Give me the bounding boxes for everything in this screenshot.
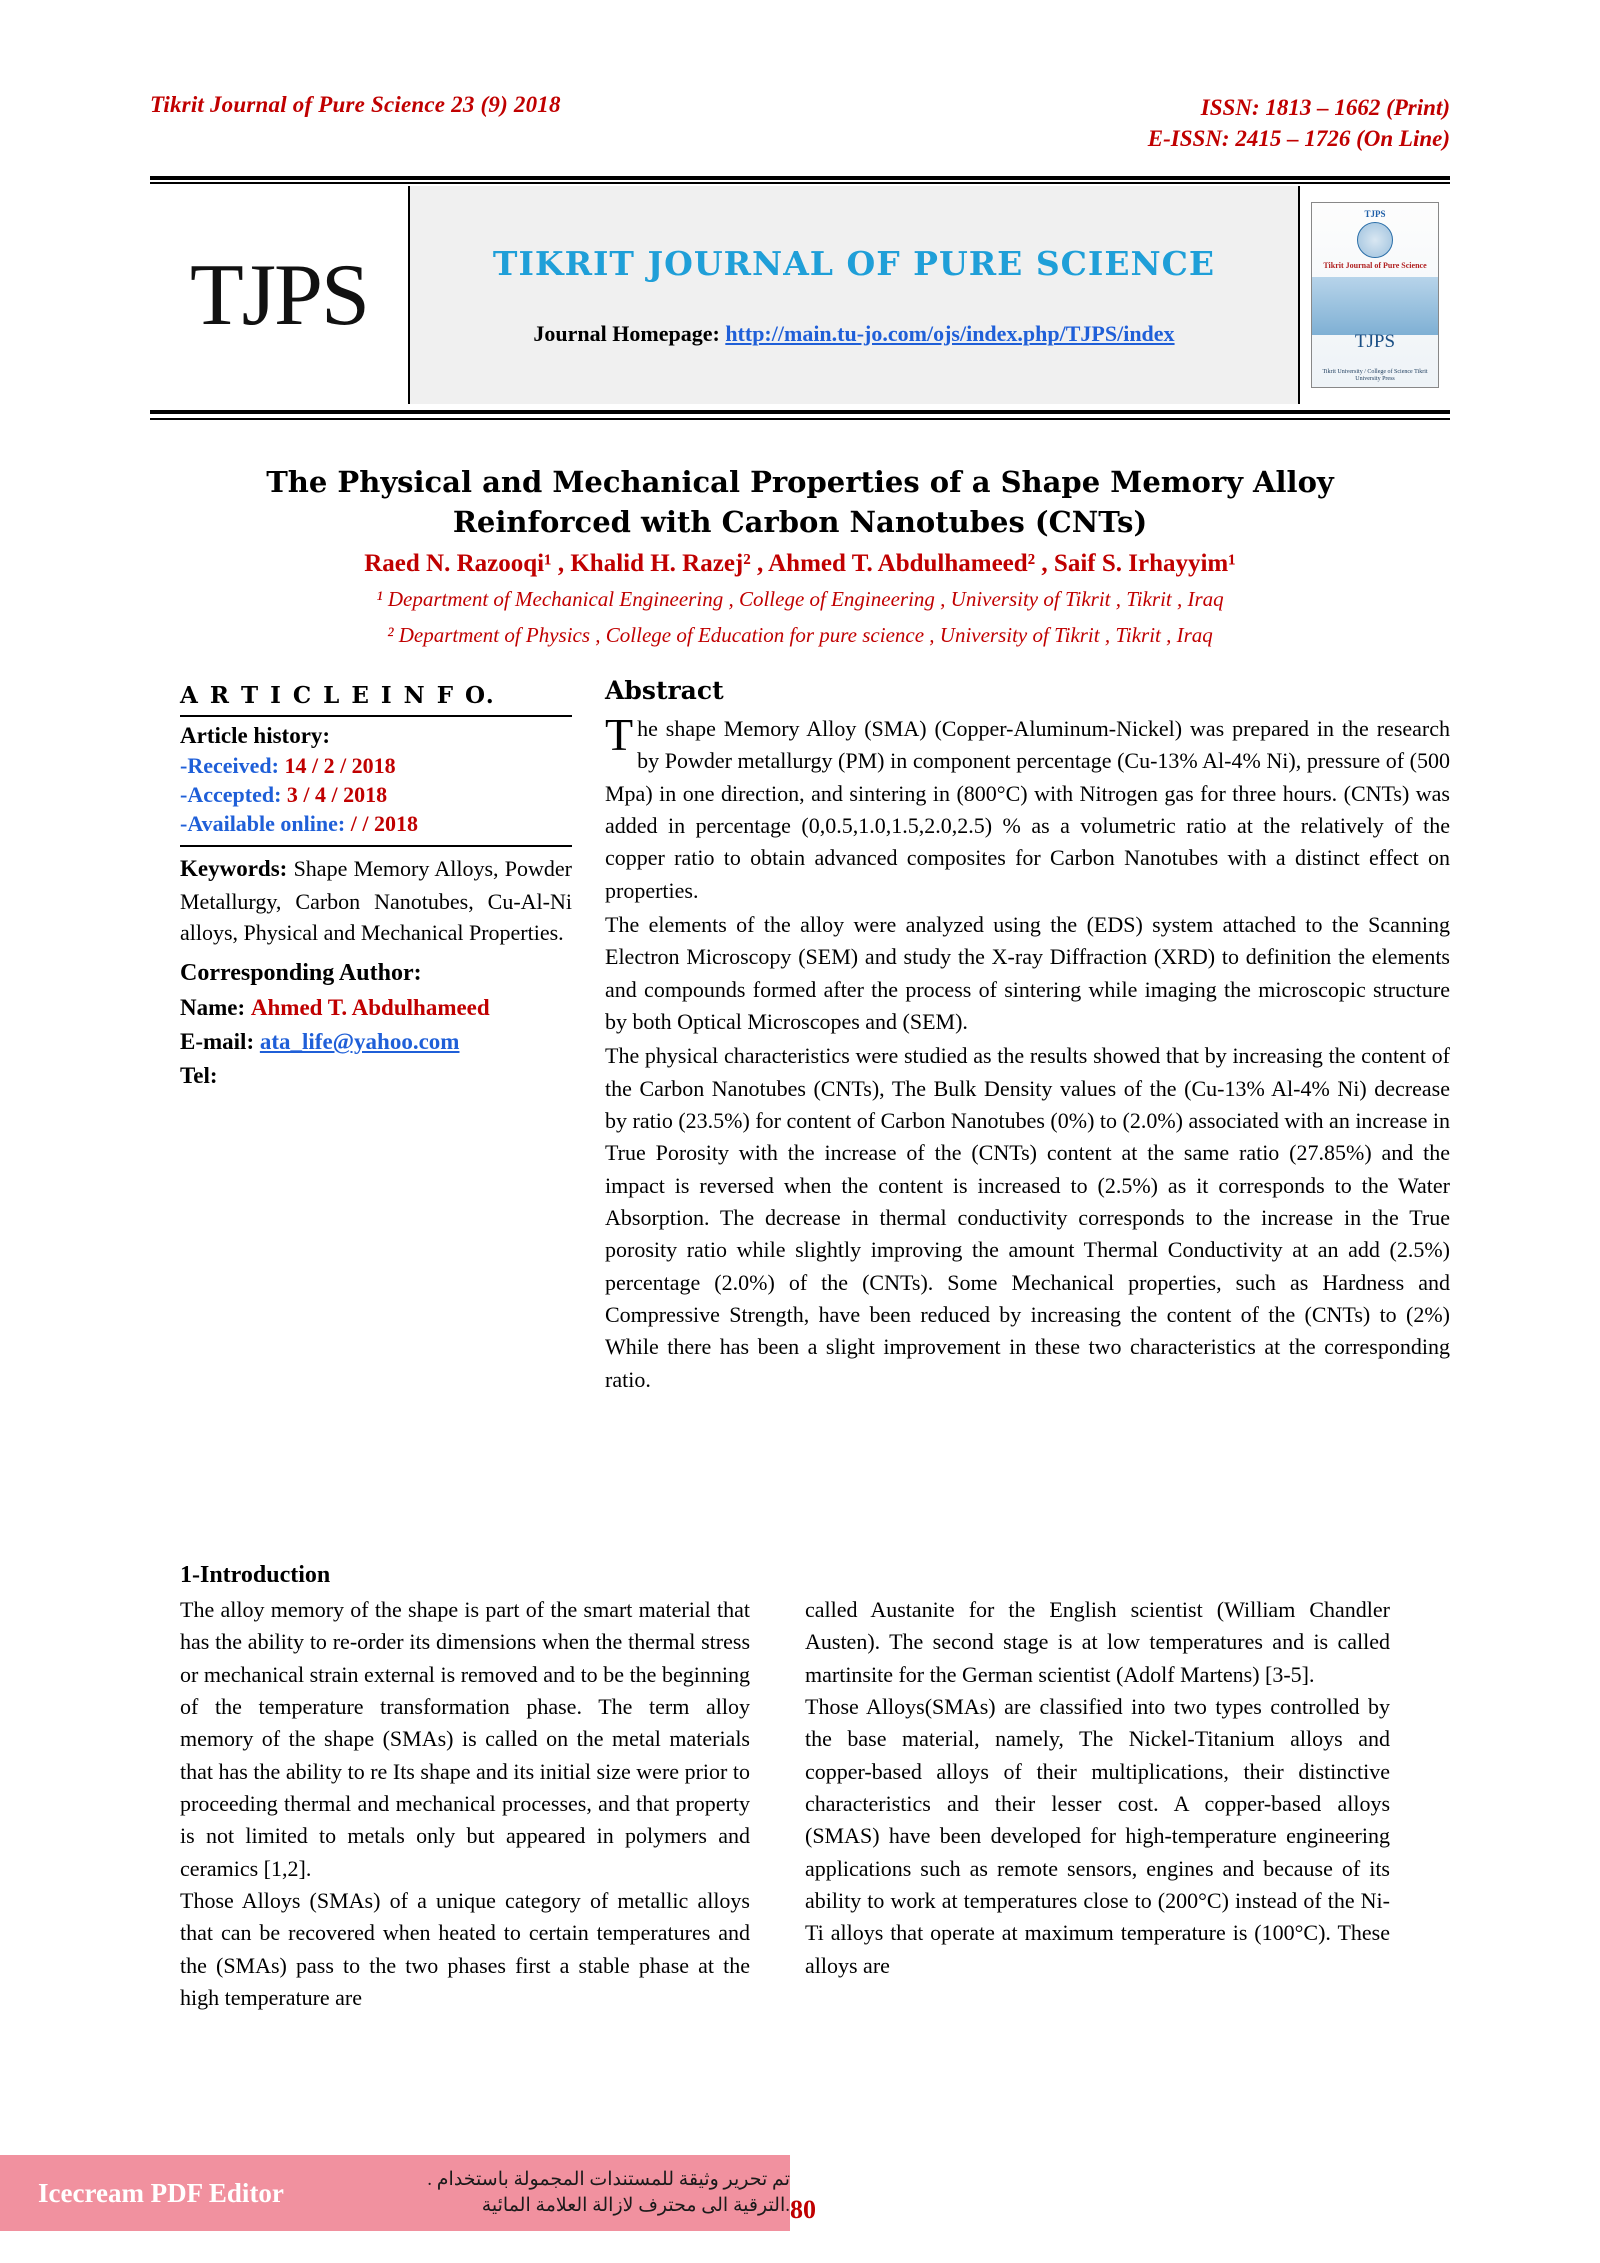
- cover-image-band: [1312, 277, 1438, 335]
- journal-homepage: [533, 321, 1174, 347]
- masthead-cover-cell: [1298, 186, 1450, 404]
- cover-top-label: TJPS: [1364, 209, 1386, 219]
- icecream-brand-label: Icecream PDF Editor: [38, 2177, 284, 2208]
- issn-block: [1148, 92, 1450, 154]
- intro-left-paragraph-1: The alloy memory of the shape is part of the smart material that has the ability to re-order its dimensions when the thermal stress or mechanical strain external is removed and to be the beginning of the temperature transformation phase. The term alloy memory of the shape (SMAs) is called on the metal materials that has the ability to re Its shape and its initial size were prior to proceeding thermal and mechanical processes, and that property is not limited to metals only but appeared in polymers and ceramics [1,2].: [180, 1597, 750, 1881]
- masthead-divider-thin: [150, 418, 1450, 420]
- abstract-paragraph-3: The physical characteristics were studied as the results showed that by increasing the content of the Carbon Nanotubes (CNTs), The Bulk Density values of the (Cu-13% Al-4% Ni) decrease by ratio (23.5%) for content of Carbon Nanotubes (0%) to (2.0%) associated with an increase in True Porosity with the increase of the (CNTs) content at the same ratio (27.85%) and the impact is reversed when the content is increased to (2.5%) as it corresponds to the Water Absorption. The decrease in thermal conductivity corresponds to the increase in the True porosity ratio while slightly improving the amount Thermal Conductivity at an add (2.5%) percentage (2.0%) of the (CNTs). Some Mechanical properties, such as Hardness and Compressive Strength, have been reduced by increasing the content of the (CNTs) to (2%) While there has been a slight improvement in these two characteristics at the corresponding ratio.: [605, 1043, 1450, 1392]
- page-number: 80: [790, 2195, 816, 2224]
- affiliation-2: ² Department of Physics , College of Education for pure science , University of Tikrit , Tikrit , Iraq: [387, 623, 1213, 648]
- watermark-arabic-note: [284, 2167, 790, 2218]
- journal-reference: Tikrit Journal of Pure Science 23 (9) 2018: [150, 92, 561, 117]
- keywords-text: Shape Memory Alloys, Powder Metallurgy, Carbon Nanotubes, Cu-Al-Ni alloys, Physical and Mechanical Properties.: [180, 856, 572, 945]
- corresponding-author-heading: Corresponding Author:: [180, 960, 422, 987]
- paper-title-line2: Reinforced with Carbon Nanotubes (CNTs): [452, 505, 1148, 540]
- introduction-column-right: [805, 1594, 1390, 1982]
- issn-online: E-ISSN: 2415 – 1726 (On Line): [1147, 126, 1450, 152]
- abstract-heading: Abstract: [605, 676, 724, 705]
- intro-left-paragraph-2: Those Alloys (SMAs) of a unique category of metallic alloys that can be recovered when heated to certain temperatures and the (SMAs) pass to the two phases first a stable phase at the high temperature are: [180, 1887, 750, 2010]
- masthead-divider: [150, 410, 1450, 414]
- abstract-paragraph-2: The elements of the alloy were analyzed using the (EDS) system attached to the Scanning Electron Microscopy (SEM) and study the X-ray Diffraction (XRD) to definition the elements and compounds formed after the process of sintering while imaging the microscopic structure by both Optical Microscopes and (SEM).: [605, 911, 1450, 1034]
- paper-title-line1: The Physical and Mechanical Properties of a Shape Memory Alloy: [266, 465, 1334, 499]
- cover-footer: Tikrit University / College of Science Tikrit University Press: [1322, 368, 1428, 382]
- abstract-paragraph-1: The shape Memory Alloy (SMA) (Copper-Aluminum-Nickel) was prepared in the research by Powder metallurgy (PM) in component percentage (Cu-13% Al-4% Ni), pressure of (500 Mpa) in one direction, and sintering in (800°C) with Nitrogen gas for three hours. (CNTs) was added in percentage (0,0.5,1.0,1.5,2.0,2.5) % as a volumetric ratio at the relatively of the copper ratio to obtain advanced composites for Carbon Nanotubes with a distinct effect on properties.: [605, 709, 1450, 903]
- keywords-block: [180, 853, 572, 948]
- article-info-panel: [180, 682, 572, 1089]
- received-value: 14 / 2 / 2018: [284, 753, 396, 778]
- header-divider-top-thin: [150, 182, 1450, 184]
- history-received: [180, 753, 572, 779]
- issn-print: ISSN: 1813 – 1662 (Print): [1200, 95, 1450, 120]
- keywords-rule: [180, 845, 572, 847]
- article-info-rule: [180, 715, 572, 717]
- cover-logo: TJPS: [1354, 331, 1396, 352]
- name-label: Name:: [180, 995, 246, 1021]
- tel-label: Tel:: [180, 1063, 218, 1089]
- tjps-logo: TJPS: [190, 246, 368, 344]
- introduction-heading: 1-Introduction: [180, 1562, 331, 1588]
- history-accepted: [180, 782, 572, 808]
- article-info-heading: A R T I C L E I N F O.: [180, 682, 496, 709]
- homepage-label: Journal Homepage:: [533, 320, 720, 346]
- available-label: -Available online:: [180, 811, 346, 836]
- corresponding-email[interactable]: ata_life@yahoo.com: [259, 1029, 460, 1055]
- cover-title: Tikrit Journal of Pure Science: [1323, 261, 1427, 270]
- corresponding-name-line: [180, 995, 572, 1021]
- corresponding-tel-line: [180, 1063, 572, 1089]
- intro-right-paragraph-1: called Austanite for the English scientist (William Chandler Austen). The second stage is at low temperatures and is called martinsite for the German scientist (Adolf Martens) [3-5].: [805, 1597, 1390, 1687]
- masthead-logo-cell: [150, 186, 410, 404]
- available-value: / / 2018: [350, 811, 418, 836]
- homepage-link[interactable]: http://main.tu-jo.com/ojs/index.php/TJPS/index: [725, 320, 1175, 346]
- masthead-center: [410, 186, 1298, 404]
- introduction-column-left: [180, 1594, 750, 2014]
- watermark-pink-panel: [0, 2155, 790, 2231]
- header-divider-top: [150, 176, 1450, 180]
- article-title-block: [150, 462, 1450, 651]
- corresponding-email-line: [180, 1029, 572, 1055]
- page-header: [150, 92, 1450, 154]
- accepted-value: 3 / 4 / 2018: [286, 782, 388, 807]
- article-history-heading: Article history:: [180, 723, 331, 748]
- affiliation-1: ¹ Department of Mechanical Engineering , College of Engineering , University of Tikrit , Tikrit , Iraq: [376, 587, 1224, 612]
- journal-cover-thumbnail: [1311, 202, 1439, 388]
- intro-right-paragraph-2: Those Alloys(SMAs) are classified into two types controlled by the base material, namely, The Nickel-Titanium alloys and copper-based alloys of their multiplications, their distinctive characteristics and their lesser cost. A copper-based alloys (SMAS) have been developed for high-temperature engineering applications such as remote sensors, engines and because of its ability to work at temperatures close to (200°C) instead of the Ni-Ti alloys that operate at maximum temperature is (100°C). These alloys are: [805, 1693, 1390, 1978]
- abstract-section: [605, 676, 1450, 1398]
- watermark-arabic-line2: .الترقية الى محترف لازالة العلامة المائية: [481, 2195, 790, 2216]
- keywords-label: Keywords:: [180, 856, 288, 881]
- email-label: E-mail:: [180, 1029, 255, 1055]
- author-list: Raed N. Razooqi¹ , Khalid H. Razej² , Ahmed T. Abdulhameed² , Saif S. Irhayyim¹: [364, 550, 1236, 578]
- accepted-label: -Accepted:: [180, 782, 282, 807]
- corresponding-name: Ahmed T. Abdulhameed: [250, 995, 490, 1021]
- journal-masthead: [150, 186, 1450, 404]
- watermark-arabic-line1: تم تحرير وثيقة للمستندات المجمولة باستخدام .: [427, 2169, 790, 2191]
- journal-title: TIKRIT JOURNAL OF PURE SCIENCE: [492, 243, 1216, 283]
- received-label: -Received:: [180, 753, 279, 778]
- paper-title: [150, 462, 1450, 542]
- university-emblem-icon: [1357, 222, 1393, 258]
- history-available-online: [180, 811, 572, 837]
